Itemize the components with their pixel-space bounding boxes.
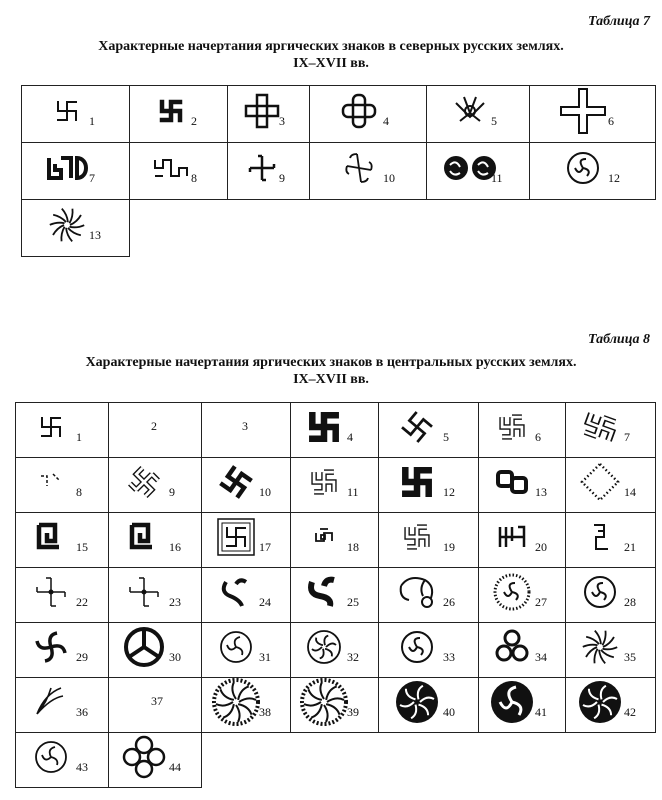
empty-table-cell — [566, 733, 656, 788]
sign-number: 7 — [89, 171, 95, 185]
table8-cell — [202, 623, 291, 678]
sign-number: 44 — [169, 760, 181, 774]
table8-cell — [202, 458, 291, 513]
table7-cell — [130, 86, 228, 143]
table8-cell — [109, 623, 202, 678]
dotted-diamond-icon — [566, 458, 656, 512]
empty-table-cell — [228, 200, 310, 257]
table8-cell — [202, 678, 291, 733]
sign-number: 11 — [347, 485, 359, 499]
spiral-meander-icon — [16, 513, 109, 567]
table8-cell — [16, 403, 109, 458]
sign-number: 4 — [383, 114, 389, 128]
sign-number: 13 — [535, 485, 547, 499]
sign-number: 8 — [76, 485, 82, 499]
table8-cell — [566, 623, 656, 678]
hook-glyph-icon — [566, 513, 656, 567]
sign-number: 16 — [169, 540, 181, 554]
sign-number: 3 — [279, 114, 285, 128]
table8-cell — [16, 568, 109, 623]
table8-cell — [202, 513, 291, 568]
sign-number: 17 — [259, 540, 271, 554]
dot-cross-icon — [16, 568, 109, 622]
sign-number: 2 — [151, 419, 157, 433]
table7-cell — [427, 86, 530, 143]
tilted-swastika-icon — [379, 403, 479, 457]
spiral-curl-bold-icon — [291, 568, 379, 622]
table8-cell — [109, 513, 202, 568]
sign-number: 5 — [443, 430, 449, 444]
sign-number: 23 — [169, 595, 181, 609]
sign-number: 26 — [443, 595, 455, 609]
table8-cell — [479, 513, 566, 568]
table8-row — [16, 733, 656, 788]
empty-table-cell — [427, 200, 530, 257]
twin-rosette-icon — [427, 143, 530, 199]
tilted-swastika-bold-icon — [202, 458, 291, 512]
dark-spiral-rosette-icon — [566, 678, 656, 732]
table8-row — [16, 568, 656, 623]
sign-number: 5 — [491, 114, 497, 128]
table8-cell — [379, 623, 479, 678]
table7-label: Таблица 7 — [588, 14, 650, 29]
empty-table-cell — [479, 733, 566, 788]
empty-table-cell — [130, 200, 228, 257]
table8-cell — [16, 678, 109, 733]
table7-title-line2: IX–XVII вв. — [293, 56, 369, 71]
empty-table-cell — [530, 200, 656, 257]
ring-triskele-bold-icon — [109, 623, 202, 677]
sign-number: 6 — [608, 114, 614, 128]
sign-number: 1 — [89, 114, 95, 128]
table7-cell — [22, 86, 130, 143]
table7-cell — [310, 86, 427, 143]
table8-cell — [379, 513, 479, 568]
outlined-swastika-icon — [479, 403, 566, 457]
sign-number: 41 — [535, 705, 547, 719]
sign-number: 30 — [169, 650, 181, 664]
table8-cell — [291, 458, 379, 513]
interlaced-cross-icon — [228, 86, 310, 142]
ring-whorl-icon — [202, 623, 291, 677]
sign-number: 33 — [443, 650, 455, 664]
table7-row — [22, 143, 656, 200]
table8-cell — [566, 403, 656, 458]
sign-number: 9 — [169, 485, 175, 499]
table7-row — [22, 200, 656, 257]
table7-cell — [530, 143, 656, 200]
sign-number: 36 — [76, 705, 88, 719]
table8-title-line1: Характерные начертания яргических знаков в центральных русских землях. — [85, 355, 577, 370]
table8-cell — [109, 403, 202, 458]
sign-number: 9 — [279, 171, 285, 185]
table7-cell — [130, 143, 228, 200]
empty-table-cell — [310, 200, 427, 257]
sign-number: 18 — [347, 540, 359, 554]
table8-title — [0, 354, 662, 388]
sign-number: 11 — [491, 171, 503, 185]
table7-cell — [427, 143, 530, 200]
hatched-rosette-icon — [291, 678, 379, 732]
spiral-meander-icon — [109, 513, 202, 567]
sign-number: 40 — [443, 705, 455, 719]
outlined-swastika-icon — [379, 513, 479, 567]
dark-spiral-rosette-icon — [379, 678, 479, 732]
meander-thin-icon — [130, 143, 228, 199]
whirl-swastika-icon — [16, 623, 109, 677]
sign-number: 34 — [535, 650, 547, 664]
curved-hook-cross-icon — [310, 143, 427, 199]
table8-cell — [16, 733, 109, 788]
table8-cell — [479, 678, 566, 733]
sign-number: 6 — [535, 430, 541, 444]
table8-cell — [109, 733, 202, 788]
table8-cell — [202, 568, 291, 623]
table7-row — [22, 86, 656, 143]
framed-swastika-icon — [202, 513, 291, 567]
sign-number: 10 — [259, 485, 271, 499]
table8-cell — [379, 403, 479, 458]
empty-table-cell — [291, 733, 379, 788]
table7-title — [0, 38, 662, 72]
table8-label: Таблица 8 — [588, 332, 650, 347]
sign-number: 12 — [608, 171, 620, 185]
curved-rays-icon — [16, 678, 109, 732]
meander-bold-icon — [22, 143, 130, 199]
sign-number: 3 — [242, 419, 248, 433]
table8-cell — [479, 623, 566, 678]
sign-number: 24 — [259, 595, 271, 609]
sign-number: 28 — [624, 595, 636, 609]
table8-cell — [379, 458, 479, 513]
table8-title-line2: IX–XVII вв. — [293, 372, 369, 387]
sign-number: 21 — [624, 540, 636, 554]
outlined-swastika-icon — [291, 458, 379, 512]
ornate-cross-icon — [109, 733, 202, 787]
table8-cell — [109, 678, 202, 733]
sign-number: 31 — [259, 650, 271, 664]
hooked-cross-icon — [228, 143, 310, 199]
table8-cell — [291, 568, 379, 623]
fragment-hook-icon — [16, 458, 109, 512]
swastika-thin-icon — [22, 86, 130, 142]
sign-number: 8 — [191, 171, 197, 185]
square-knot-icon — [479, 458, 566, 512]
table8-row — [16, 513, 656, 568]
table8-cell — [291, 678, 379, 733]
table8-row — [16, 458, 656, 513]
dot-cross-icon — [109, 568, 202, 622]
table8-row — [16, 623, 656, 678]
sign-number: 27 — [535, 595, 547, 609]
table7-cell — [310, 143, 427, 200]
ring-rosette-icon — [291, 623, 379, 677]
table8-cell — [479, 458, 566, 513]
sign-number: 1 — [76, 430, 82, 444]
table7-cell — [22, 143, 130, 200]
table8-row — [16, 678, 656, 733]
dotted-ring-triskele-icon — [479, 568, 566, 622]
sign-number: 19 — [443, 540, 455, 554]
sign-number: 12 — [443, 485, 455, 499]
sign-number: 2 — [191, 114, 197, 128]
sign-number: 29 — [76, 650, 88, 664]
ring-whorl-icon — [16, 733, 109, 787]
ring-triskele-icon — [379, 623, 479, 677]
table8-cell — [566, 568, 656, 623]
sign-number: 10 — [383, 171, 395, 185]
bird-knot-icon — [427, 86, 530, 142]
solid-triskele-icon — [479, 678, 566, 732]
sign-number: 15 — [76, 540, 88, 554]
table8-cell — [479, 568, 566, 623]
swastika-thin-icon — [16, 403, 109, 457]
sign-number: 32 — [347, 650, 359, 664]
empty-table-cell — [202, 733, 291, 788]
table8-cell — [566, 458, 656, 513]
spiral-curl-icon — [202, 568, 291, 622]
sign-number: 4 — [347, 430, 353, 444]
comb-sign-icon — [479, 513, 566, 567]
small-meander-icon — [291, 513, 379, 567]
spiral-trefoil-icon — [479, 623, 566, 677]
table8-cell — [566, 513, 656, 568]
table7-grid — [21, 85, 656, 257]
table8-cell — [479, 403, 566, 458]
sign-number: 38 — [259, 705, 271, 719]
double-line-cross-icon — [530, 86, 656, 142]
ring-triskele-icon — [530, 143, 656, 199]
sign-number: 39 — [347, 705, 359, 719]
sign-number: 13 — [89, 228, 101, 242]
sign-number: 37 — [151, 694, 163, 708]
table8-cell — [291, 513, 379, 568]
table8-cell — [291, 623, 379, 678]
outlined-wide-swastika-icon — [566, 403, 656, 457]
sign-number: 22 — [76, 595, 88, 609]
table8-row — [16, 403, 656, 458]
sign-number: 7 — [624, 430, 630, 444]
multi-ray-whorl-icon — [22, 200, 130, 256]
multi-ray-whorl-icon — [566, 623, 656, 677]
table7-cell — [228, 86, 310, 143]
table7-cell — [228, 143, 310, 200]
table8-cell — [16, 623, 109, 678]
sign-number: 14 — [624, 485, 636, 499]
swastika-heavy-icon — [379, 458, 479, 512]
table7-title-line1: Характерные начертания яргических знаков в северных русских землях. — [98, 39, 564, 54]
table8-cell — [109, 458, 202, 513]
empty-table-cell — [379, 733, 479, 788]
table8-cell — [566, 678, 656, 733]
sign-number: 35 — [624, 650, 636, 664]
table8-cell — [379, 568, 479, 623]
sign-number: 42 — [624, 705, 636, 719]
knot-cross-icon — [310, 86, 427, 142]
table8-cell — [16, 458, 109, 513]
table8-cell — [109, 568, 202, 623]
table8-cell — [202, 403, 291, 458]
swastika-bold-icon — [130, 86, 228, 142]
table7-cell — [22, 200, 130, 257]
hatched-rosette-icon — [202, 678, 291, 732]
ring-triskele-icon — [566, 568, 656, 622]
outlined-x-swastika-icon — [109, 458, 202, 512]
table8-cell — [16, 513, 109, 568]
sign-number: 43 — [76, 760, 88, 774]
sign-number: 20 — [535, 540, 547, 554]
table7-cell — [530, 86, 656, 143]
table8-cell — [291, 403, 379, 458]
table8-grid — [15, 402, 656, 788]
sign-number: 25 — [347, 595, 359, 609]
swastika-heavy-icon — [291, 403, 379, 457]
outlined-ring-curl-icon — [379, 568, 479, 622]
table8-cell — [379, 678, 479, 733]
